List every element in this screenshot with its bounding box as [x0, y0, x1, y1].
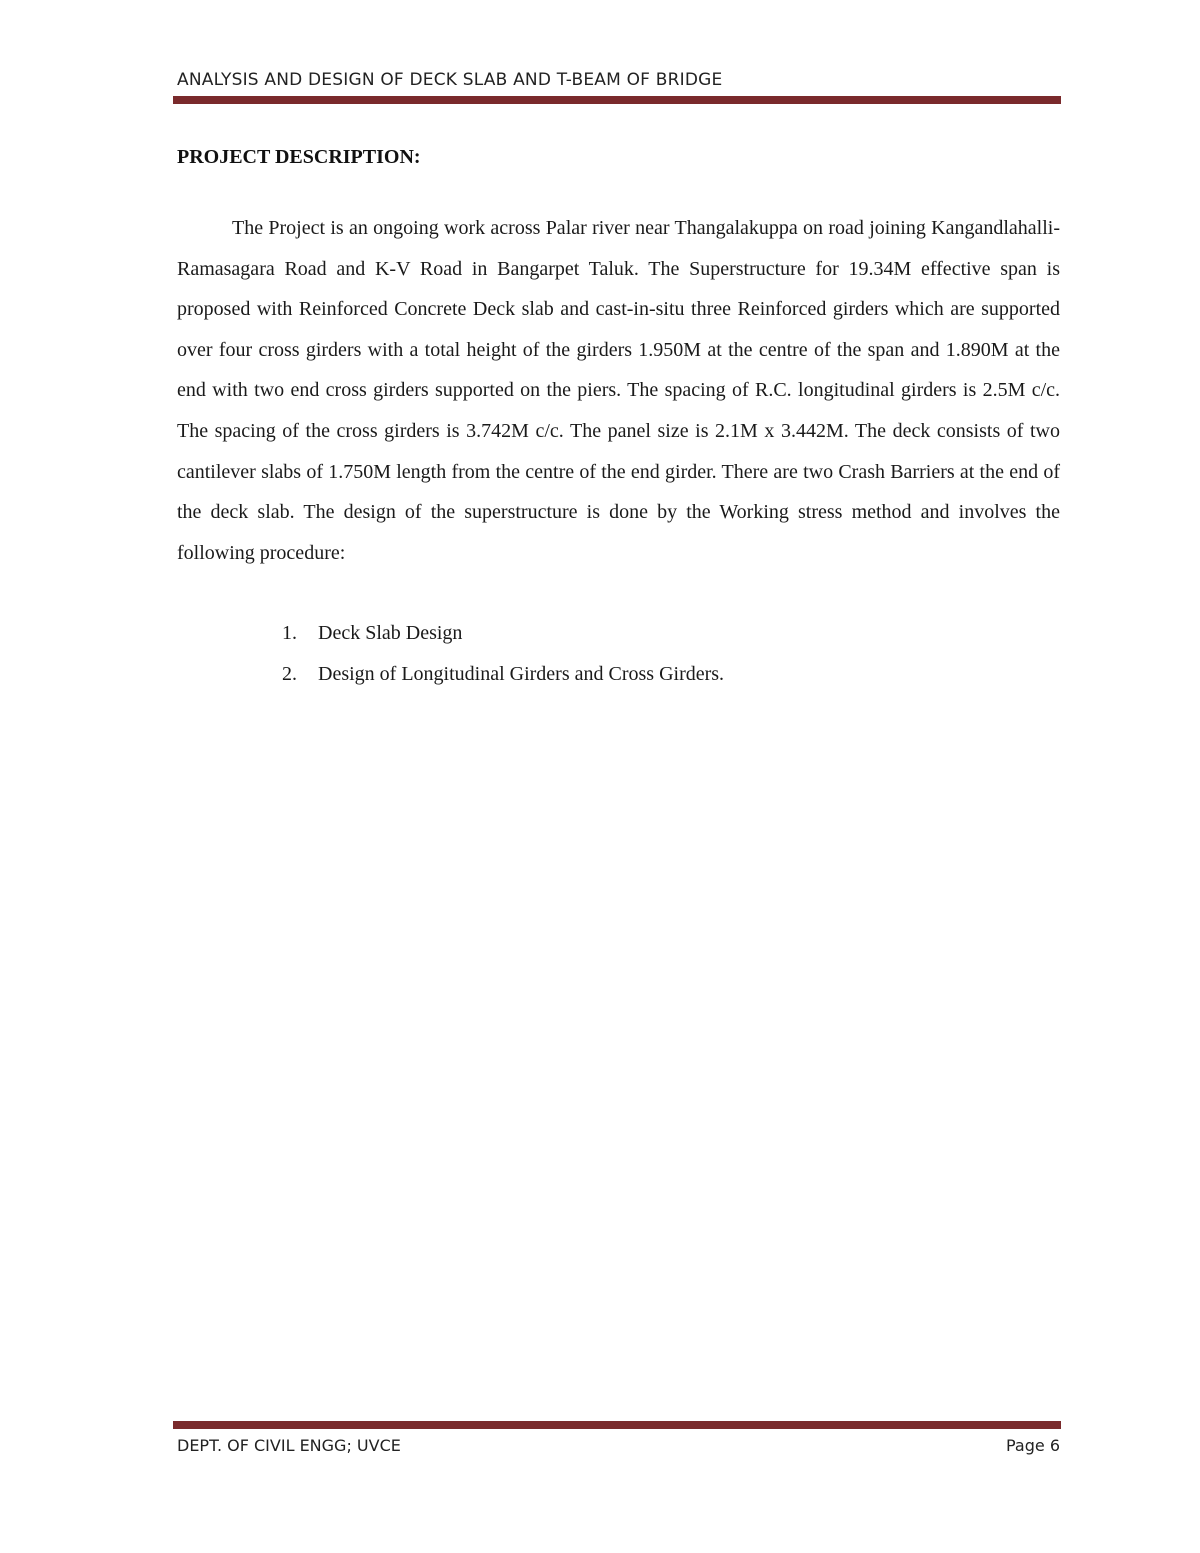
footer-rule-bar	[173, 1421, 1061, 1429]
list-item-text: Design of Longitudinal Girders and Cross Girders.	[318, 662, 725, 685]
running-header-title: ANALYSIS AND DESIGN OF DECK SLAB AND T-BEAM OF BRIDGE	[177, 70, 723, 90]
header-rule	[173, 96, 1061, 104]
list-item-number: 2.	[282, 662, 297, 685]
footer-page-number: Page 6	[1006, 1436, 1060, 1455]
footer-rule	[173, 1421, 1061, 1429]
section-heading: PROJECT DESCRIPTION:	[177, 146, 421, 168]
list-item-text: Deck Slab Design	[318, 622, 463, 644]
list-item-number: 1.	[282, 622, 297, 644]
footer-department: DEPT. OF CIVIL ENGG; UVCE	[177, 1436, 401, 1455]
list-item	[282, 613, 724, 654]
list-item	[282, 654, 724, 695]
project-description-paragraph: The Project is an ongoing work across Palar river near Thangalakuppa on road joining Kangandlahalli-Ramasagara Road and K-V Road in Bangarpet Taluk. The Superstructure for 19.34M effective span is proposed with Reinforced Concrete Deck slab and cast-in-situ three Reinforced girders which are supported over four cross girders with a total height of the girders 1.950M at the centre of the span and 1.890M at the end with two end cross girders supported on the piers. The spacing of R.C. longitudinal girders is 2.5M c/c. The spacing of the cross girders is 3.742M c/c. The panel size is 2.1M x 3.442M. The deck consists of two cantilever slabs of 1.750M length from the centre of the end girder. There are two Crash Barriers at the end of the deck slab. The design of the superstructure is done by the Working stress method and involves the following procedure:	[177, 217, 1060, 564]
header-rule-bar	[173, 96, 1061, 104]
procedure-list	[282, 613, 724, 694]
